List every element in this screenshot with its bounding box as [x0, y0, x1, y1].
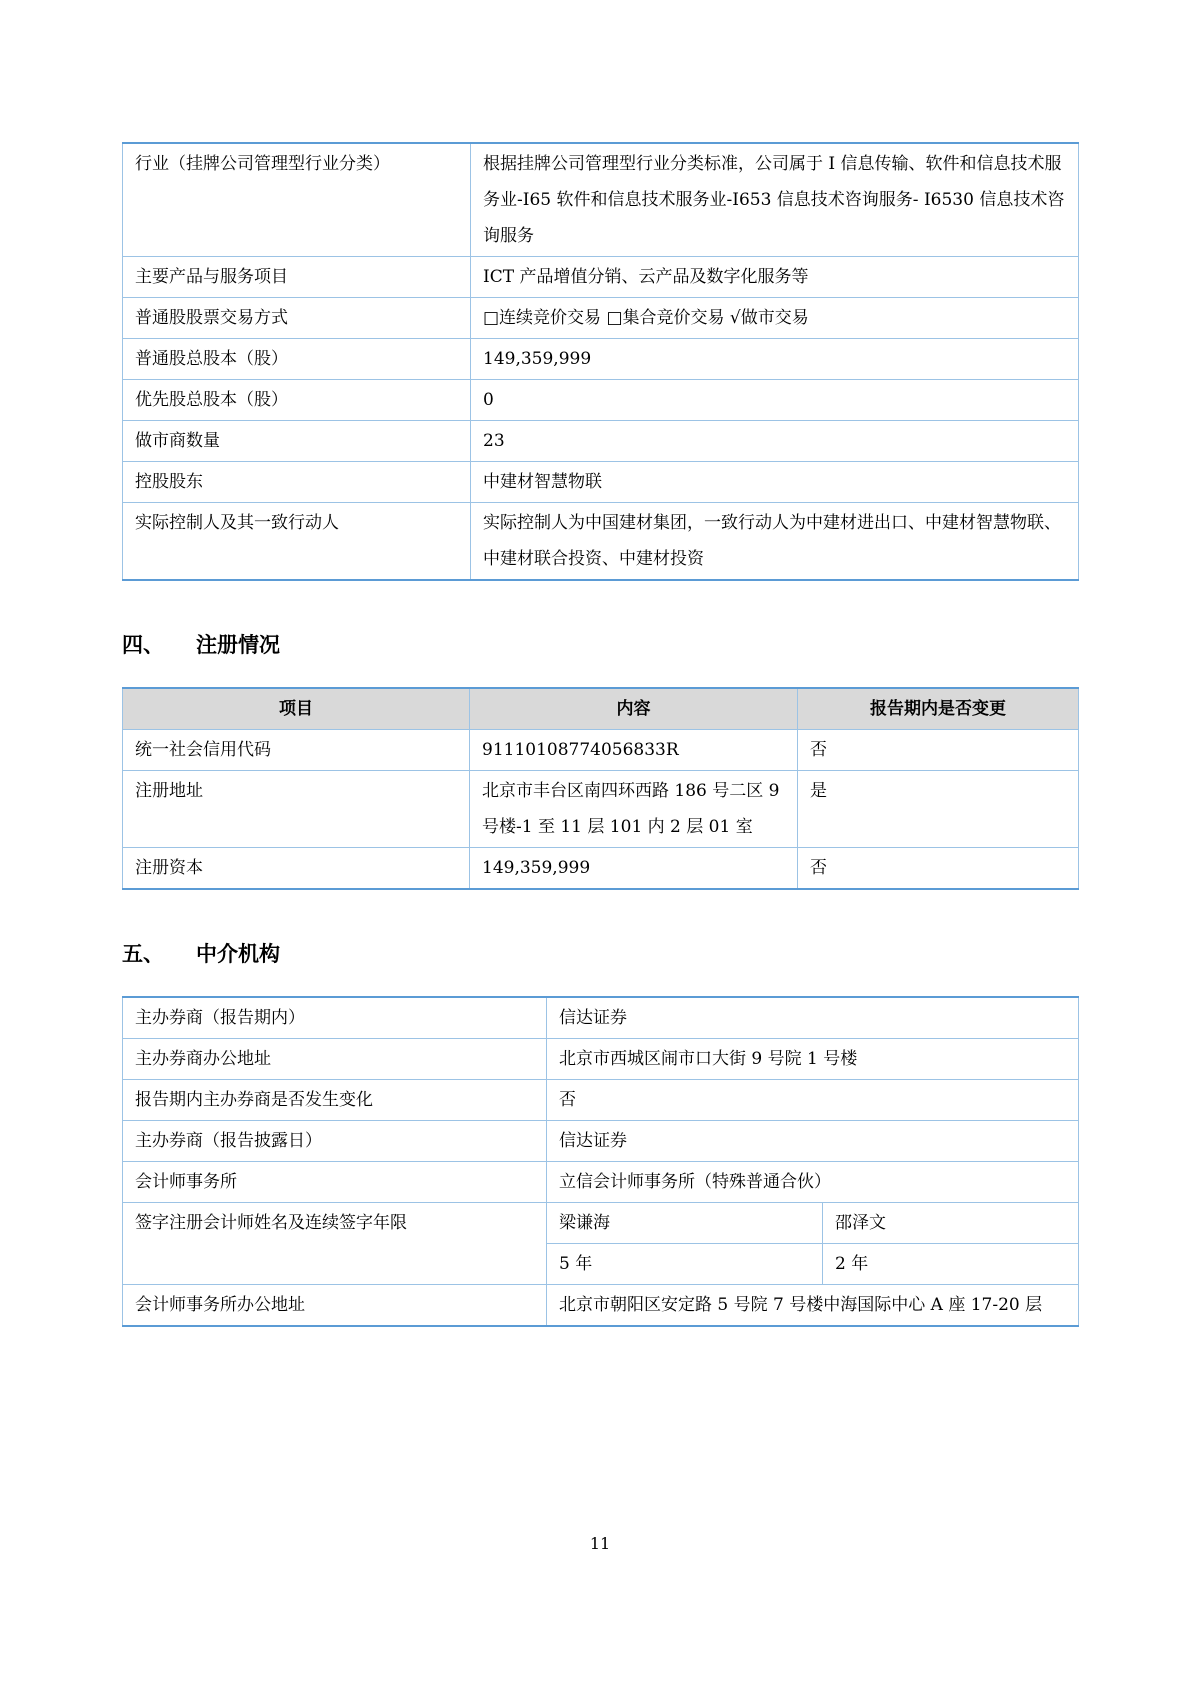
row-value: □连续竞价交易 □集合竞价交易 √做市交易 — [471, 298, 1079, 339]
table-row — [123, 380, 1079, 421]
table-row — [123, 848, 1079, 890]
section-title: 中介机构 — [196, 943, 280, 966]
section-number: 五、 — [122, 943, 164, 966]
row-value: 北京市朝阳区安定路 5 号院 7 号楼中海国际中心 A 座 17-20 层 — [547, 1285, 1079, 1327]
page-number: 11 — [589, 1534, 611, 1553]
row-label: 主要产品与服务项目 — [123, 257, 471, 298]
row-value: 149,359,999 — [471, 339, 1079, 380]
row-label: 普通股总股本（股） — [123, 339, 471, 380]
row-content: 北京市丰台区南四环西路 186 号二区 9 号楼-1 至 11 层 101 内 2 层 01 室 — [470, 771, 798, 848]
row-changed: 否 — [798, 848, 1079, 890]
table-row — [123, 1080, 1079, 1121]
table-row-signing-accountant-names — [123, 1203, 1079, 1244]
table-row — [123, 997, 1079, 1039]
table-header-row — [123, 688, 1079, 730]
table-row — [123, 771, 1079, 848]
company-info-table — [122, 142, 1079, 581]
intermediary-table — [122, 996, 1079, 1327]
row-value: 实际控制人为中国建材集团，一致行动人为中建材进出口、中建材智慧物联、中建材联合投资、中建材投资 — [471, 503, 1079, 581]
row-label: 主办券商办公地址 — [123, 1039, 547, 1080]
row-value: 北京市西城区闹市口大街 9 号院 1 号楼 — [547, 1039, 1079, 1080]
table-row — [123, 1121, 1079, 1162]
accountant-name-1: 梁谦海 — [547, 1203, 823, 1244]
row-label: 会计师事务所办公地址 — [123, 1285, 547, 1327]
row-value: 23 — [471, 421, 1079, 462]
row-label: 会计师事务所 — [123, 1162, 547, 1203]
row-item: 注册地址 — [123, 771, 470, 848]
table-row — [123, 298, 1079, 339]
row-value: 信达证券 — [547, 1121, 1079, 1162]
table-row — [123, 257, 1079, 298]
section-heading-registration — [122, 629, 1078, 659]
row-label: 实际控制人及其一致行动人 — [123, 503, 471, 581]
row-changed: 否 — [798, 730, 1079, 771]
registration-table — [122, 687, 1079, 890]
row-item: 统一社会信用代码 — [123, 730, 470, 771]
page-content — [122, 142, 1078, 1327]
table-row — [123, 339, 1079, 380]
row-content: 91110108774056833R — [470, 730, 798, 771]
accountant-years-1: 5 年 — [547, 1244, 823, 1285]
row-value: 否 — [547, 1080, 1079, 1121]
column-header-changed: 报告期内是否变更 — [798, 688, 1079, 730]
row-label: 行业（挂牌公司管理型行业分类） — [123, 143, 471, 257]
accountant-years-2: 2 年 — [823, 1244, 1079, 1285]
row-content: 149,359,999 — [470, 848, 798, 890]
table-row — [123, 1039, 1079, 1080]
row-label: 做市商数量 — [123, 421, 471, 462]
section-number: 四、 — [122, 634, 164, 657]
row-value: 根据挂牌公司管理型行业分类标准，公司属于 I 信息传输、软件和信息技术服务业-I65 软件和信息技术服务业-I653 信息技术咨询服务- I6530 信息技术咨询服务 — [471, 143, 1079, 257]
row-value: 中建材智慧物联 — [471, 462, 1079, 503]
row-label: 普通股股票交易方式 — [123, 298, 471, 339]
row-item: 注册资本 — [123, 848, 470, 890]
row-label: 主办券商（报告披露日） — [123, 1121, 547, 1162]
row-label: 签字注册会计师姓名及连续签字年限 — [123, 1203, 547, 1285]
table-row — [123, 503, 1079, 581]
accountant-name-2: 邵泽文 — [823, 1203, 1079, 1244]
table-row — [123, 421, 1079, 462]
row-label: 优先股总股本（股） — [123, 380, 471, 421]
section-title: 注册情况 — [196, 634, 280, 657]
column-header-item: 项目 — [123, 688, 470, 730]
table-row — [123, 1285, 1079, 1327]
column-header-content: 内容 — [470, 688, 798, 730]
row-value: 信达证券 — [547, 997, 1079, 1039]
row-value: 立信会计师事务所（特殊普通合伙） — [547, 1162, 1079, 1203]
row-value: ICT 产品增值分销、云产品及数字化服务等 — [471, 257, 1079, 298]
row-label: 报告期内主办券商是否发生变化 — [123, 1080, 547, 1121]
row-value: 0 — [471, 380, 1079, 421]
table-row — [123, 730, 1079, 771]
table-row — [123, 1162, 1079, 1203]
section-heading-intermediary — [122, 938, 1078, 968]
row-label: 控股股东 — [123, 462, 471, 503]
table-row — [123, 143, 1079, 257]
row-changed: 是 — [798, 771, 1079, 848]
row-label: 主办券商（报告期内） — [123, 997, 547, 1039]
table-row — [123, 462, 1079, 503]
